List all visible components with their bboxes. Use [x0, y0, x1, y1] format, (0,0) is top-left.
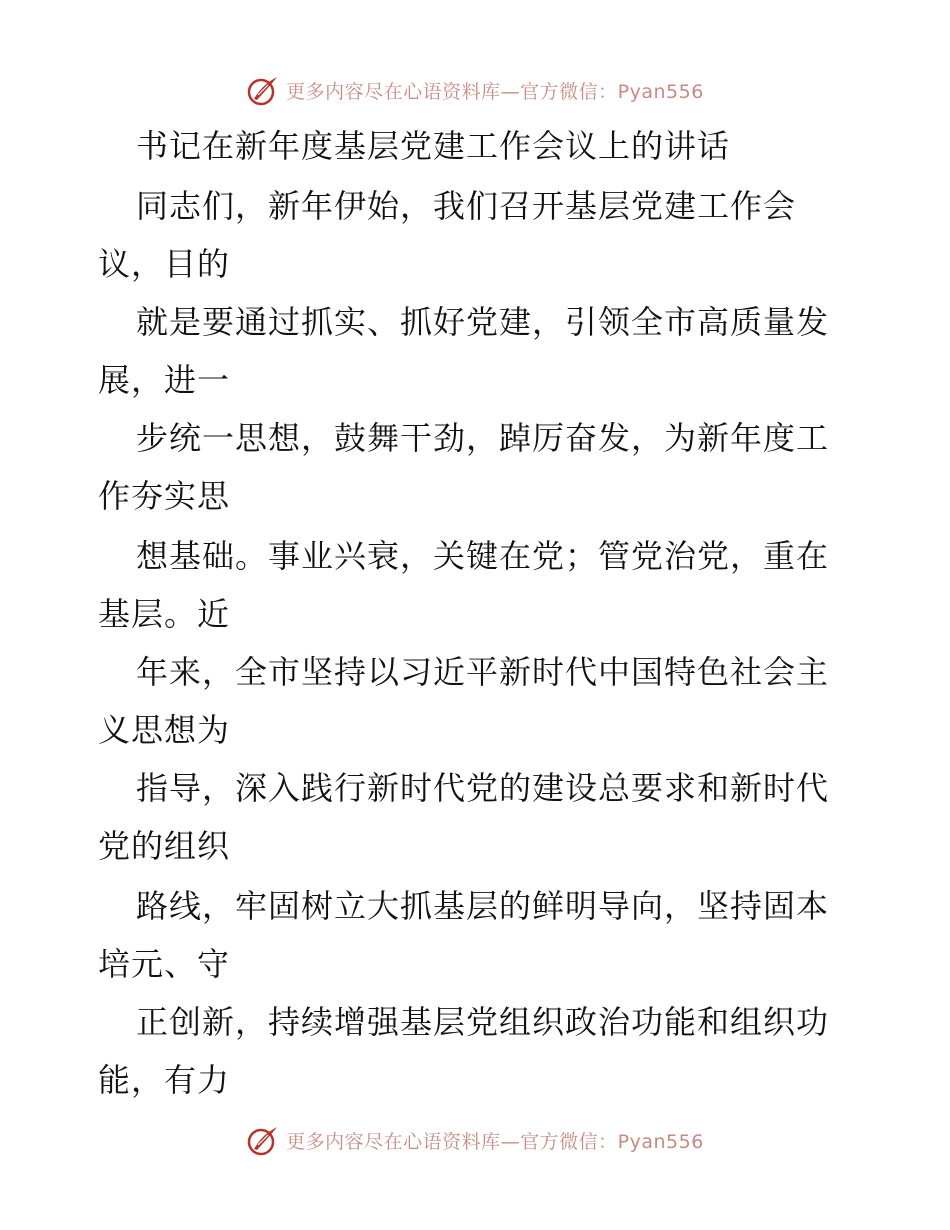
paragraph-line: 指导，深入践行新时代党的建设总要求和新时代	[136, 769, 830, 807]
paragraph-line: 步统一思想，鼓舞干劲，踔厉奋发，为新年度工	[136, 419, 830, 457]
paragraph-line: 培元、守	[98, 945, 231, 983]
paragraph-line: 同志们，新年伊始，我们召开基层党建工作会	[136, 187, 797, 225]
paragraph-line: 路线，牢固树立大抓基层的鲜明导向，坚持固本	[136, 887, 830, 925]
paragraph-line: 议，目的	[98, 245, 231, 283]
footer-watermark	[0, 1120, 950, 1160]
paragraph-line: 正创新，持续增强基层党组织政治功能和组织功	[136, 1003, 830, 1041]
quill-logo-icon	[246, 1123, 280, 1157]
paragraph-line: 基层。近	[98, 595, 231, 633]
paragraph-line: 能，有力	[98, 1061, 231, 1099]
paragraph-line: 年来，全市坚持以习近平新时代中国特色社会主	[136, 653, 830, 691]
paragraph-line: 党的组织	[98, 827, 231, 865]
quill-logo-icon	[246, 73, 280, 107]
paragraph-line: 就是要通过抓实、抓好党建，引领全市高质量发	[136, 303, 830, 341]
watermark-text: 更多内容尽在心语资料库—官方微信：Pyan556	[286, 80, 704, 103]
document-title: 书记在新年度基层党建工作会议上的讲话	[136, 127, 731, 165]
header-watermark	[0, 70, 950, 110]
paragraph-line: 展，进一	[98, 361, 231, 399]
paragraph-line: 作夯实思	[98, 477, 231, 515]
paragraph-line: 想基础。事业兴衰，关键在党；管党治党，重在	[136, 537, 830, 575]
paragraph-line: 义思想为	[98, 711, 231, 749]
watermark-text: 更多内容尽在心语资料库—官方微信：Pyan556	[286, 1130, 704, 1153]
